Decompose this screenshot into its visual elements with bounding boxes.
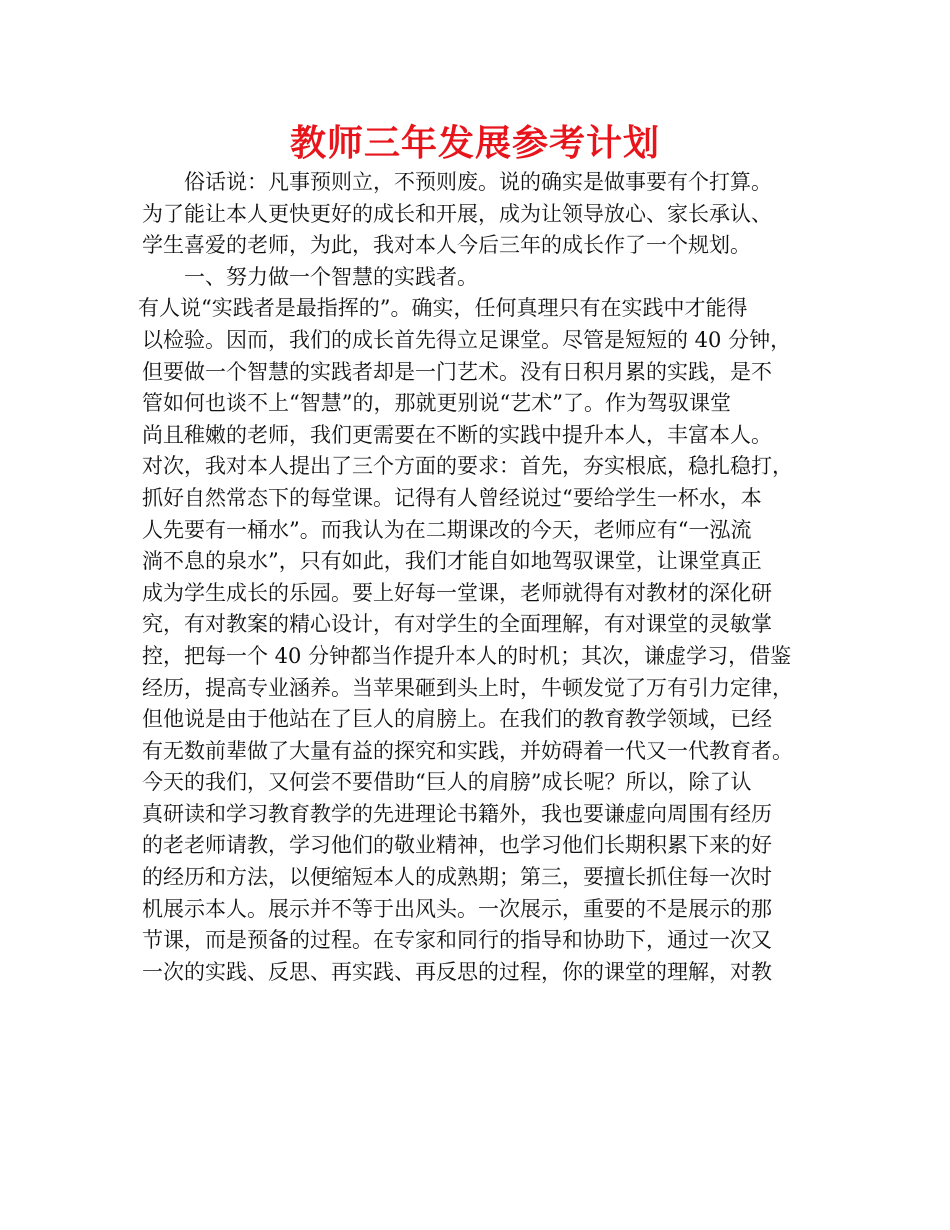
paragraph-line: 淌不息的泉水”，只有如此，我们才能自如地驾驭课堂，让课堂真正: [142, 549, 762, 574]
paragraph-line: 究，有对教案的精心设计，有对学生的全面理解，有对课堂的灵敏掌: [142, 612, 772, 637]
paragraph-line: 节课，而是预备的过程。在专家和同行的指导和协助下，通过一次又: [142, 928, 772, 953]
paragraph-line: 但他说是由于他站在了巨人的肩膀上。在我们的教育教学领域，已经: [142, 707, 772, 732]
paragraph-line: 有人说“实践者是最指挥的”。确实，任何真理只有在实践中才能得: [138, 296, 748, 321]
paragraph-line: 的经历和方法，以便缩短本人的成熟期；第三，要擅长抓住每一次时: [142, 865, 772, 890]
paragraph-first-line: 一、努力做一个智慧的实践者。: [184, 264, 478, 289]
paragraph-line: 成为学生成长的乐园。要上好每一堂课，老师就得有对教材的深化研: [142, 580, 772, 605]
paragraph-line: 一次的实践、反思、再实践、再反思的过程，你的课堂的理解，对教: [142, 959, 772, 984]
paragraph-line: 学生喜爱的老师，为此，我对本人今后三年的成长作了一个规划。: [142, 233, 751, 258]
paragraph-line: 人先要有一桶水”。而我认为在二期课改的今天，老师应有“一泓流: [142, 517, 752, 542]
paragraph-line: 控，把每一个 40 分钟都当作提升本人的时机；其次，谦虚学习，借鉴: [142, 643, 792, 668]
document-body: [138, 167, 814, 988]
paragraph-line: 但要做一个智慧的实践者却是一门艺术。没有日积月累的实践，是不: [142, 359, 772, 384]
paragraph-line: 以检验。因而，我们的成长首先得立足课堂。尽管是短短的 40 分钟，: [142, 327, 792, 352]
paragraph-line: 经历，提高专业涵养。当苹果砸到头上时，牛顿发觉了万有引力定律，: [142, 675, 793, 700]
paragraph-line: 对次，我对本人提出了三个方面的要求：首先，夯实根底，稳扎稳打，: [142, 454, 793, 479]
paragraph-line: 为了能让本人更快更好的成长和开展，成为让领导放心、家长承认、: [142, 201, 772, 226]
paragraph-line: 尚且稚嫩的老师，我们更需要在不断的实践中提升本人，丰富本人。: [142, 422, 772, 447]
paragraph-first-line: 俗话说：凡事预则立，不预则废。说的确实是做事要有个打算。: [184, 170, 772, 194]
paragraph-line: 的老老师请教，学习他们的敬业精神，也学习他们长期积累下来的好: [142, 833, 772, 858]
paragraph-line: 机展示本人。展示并不等于出风头。一次展示，重要的不是展示的那: [142, 896, 772, 921]
paragraph-line: 有无数前辈做了大量有益的探究和实践，并妨碍着一代又一代教育者。: [142, 738, 793, 763]
document-title: 教师三年发展参考计划: [289, 123, 660, 164]
paragraph-line: 真研读和学习教育教学的先进理论书籍外，我也要谦虚向周围有经历: [142, 801, 772, 826]
paragraph-line: 管如何也谈不上“智慧”的，那就更别说“艺术”了。作为驾驭课堂: [142, 391, 731, 416]
paragraph-line: 抓好自然常态下的每堂课。记得有人曾经说过“要给学生一杯水，本: [142, 485, 762, 510]
paragraph-line: 今天的我们，又何尝不要借助“巨人的肩膀”成长呢？所以，除了认: [142, 770, 752, 795]
